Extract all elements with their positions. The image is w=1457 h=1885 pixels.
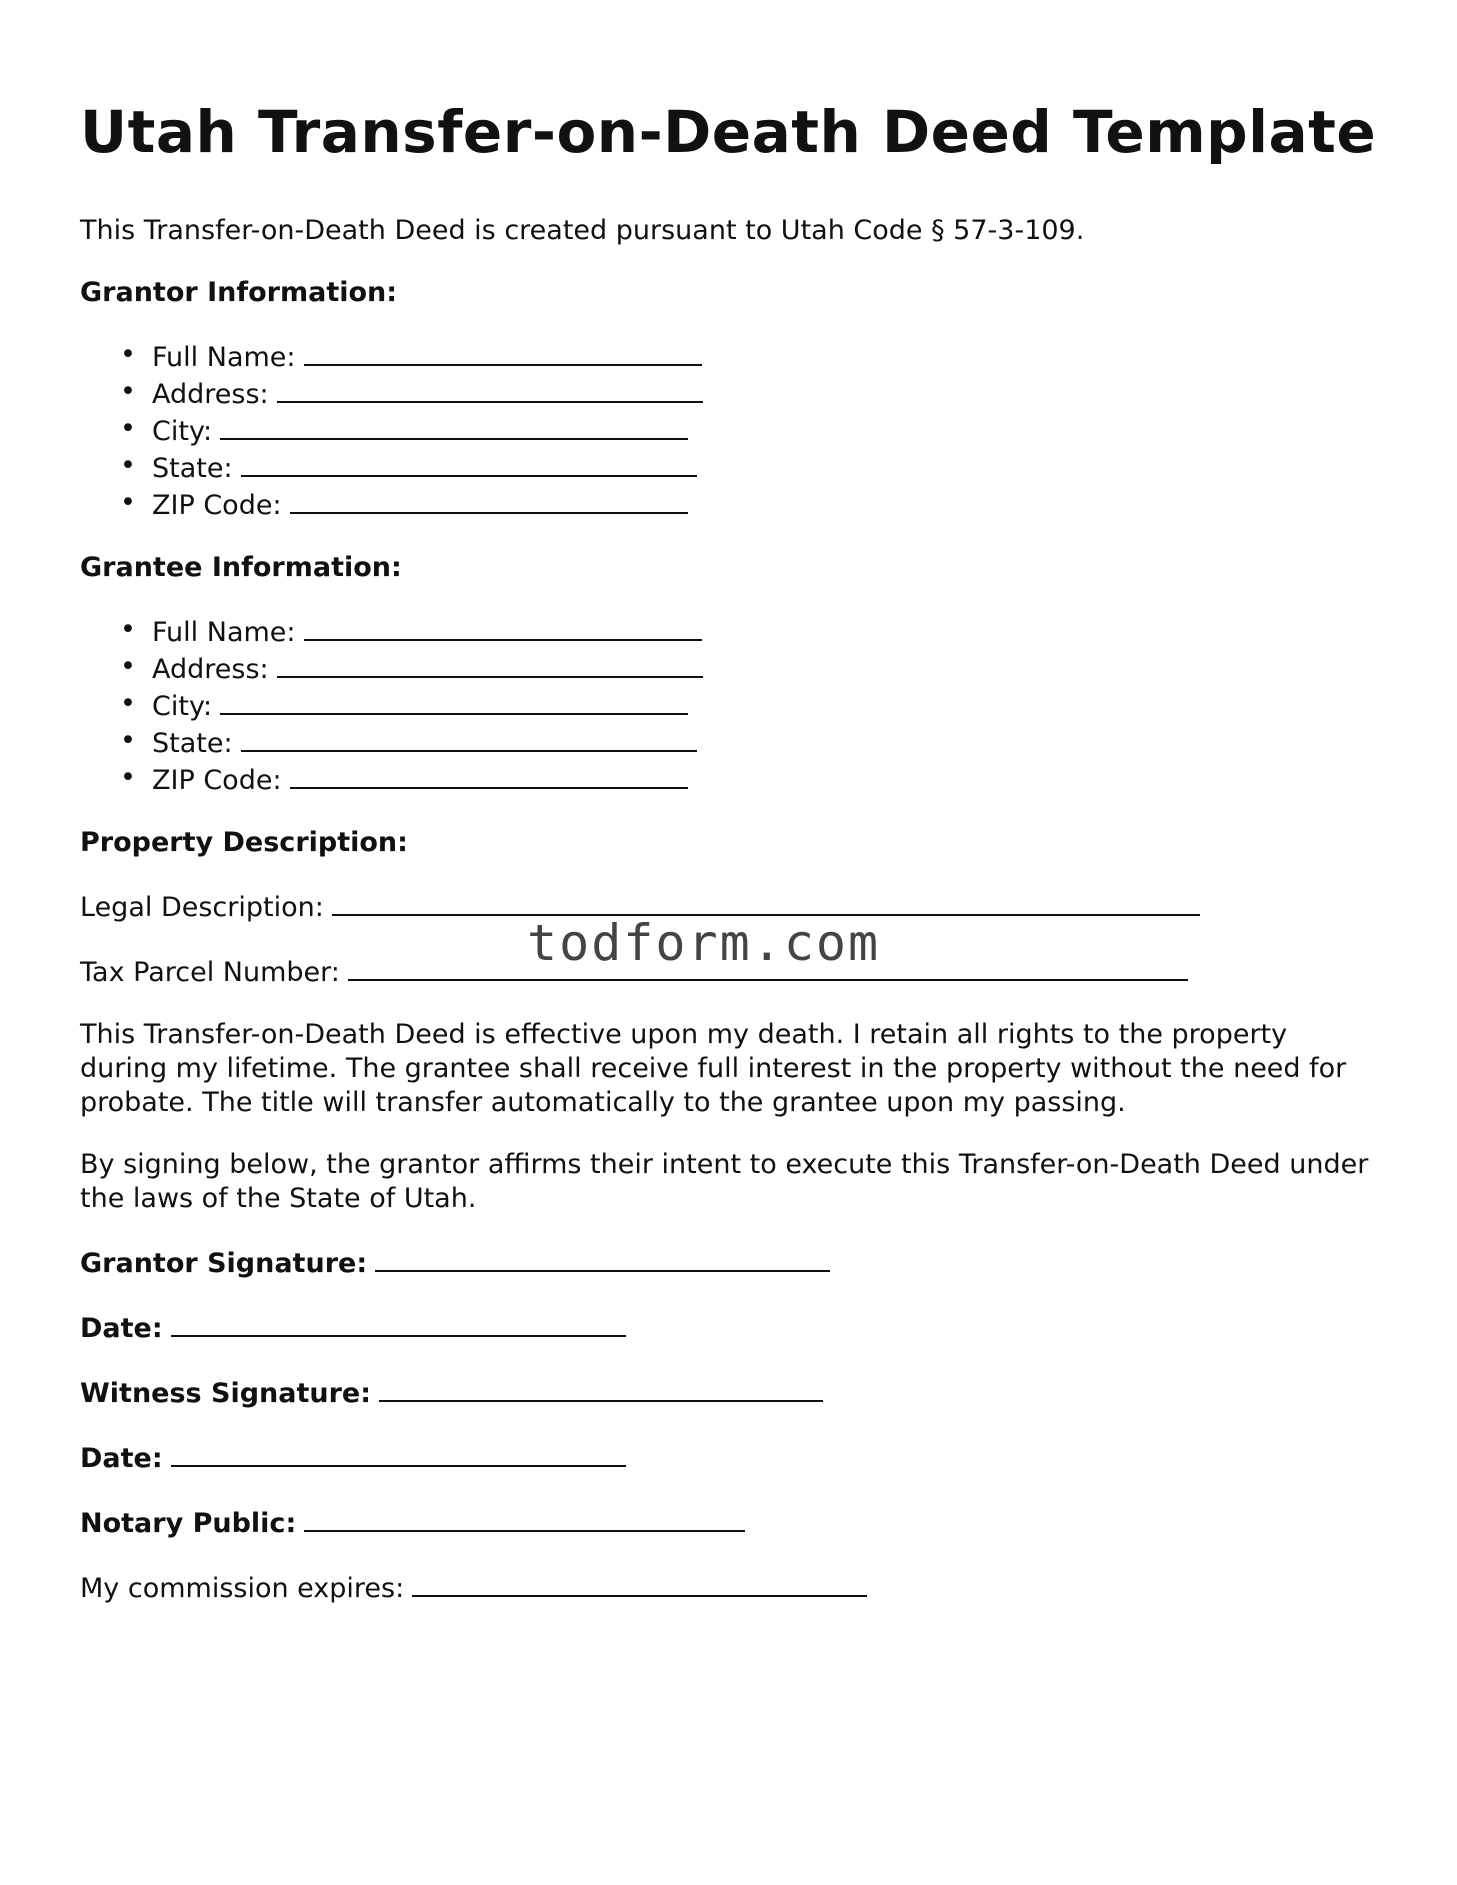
grantee-full-name-row <box>80 613 1380 650</box>
blank-line[interactable] <box>277 375 703 403</box>
witness-date-row <box>80 1439 1380 1476</box>
intro-text: This Transfer-on-Death Deed is created pursuant to Utah Code § 57-3-109. <box>80 214 1085 246</box>
grantee-zip-row <box>80 761 1380 798</box>
grantee-field-list <box>80 613 1380 798</box>
blank-line[interactable] <box>220 412 688 440</box>
field-label: Tax Parcel Number: <box>80 956 340 988</box>
grantor-city-row <box>80 412 1380 449</box>
field-label: Date: <box>80 1312 163 1344</box>
blank-line[interactable] <box>412 1569 867 1597</box>
blank-line[interactable] <box>241 724 697 752</box>
watermark: todform.com <box>527 914 881 972</box>
grantor-signature-row <box>80 1244 1380 1281</box>
field-label: City: <box>152 415 213 447</box>
blank-line[interactable] <box>332 888 1200 916</box>
blank-line[interactable] <box>304 338 702 366</box>
blank-line[interactable] <box>277 650 703 678</box>
document-page <box>80 98 1380 1606</box>
blank-line[interactable] <box>304 613 702 641</box>
blank-line[interactable] <box>171 1309 626 1337</box>
field-label: ZIP Code: <box>152 764 282 796</box>
grantee-state-row <box>80 724 1380 761</box>
field-label: Date: <box>80 1442 163 1474</box>
document-title: Utah Transfer-on-Death Deed Template <box>80 98 1377 166</box>
blank-line[interactable] <box>290 486 688 514</box>
grantee-city-row <box>80 687 1380 724</box>
property-heading: Property Description: <box>80 826 408 858</box>
field-label: State: <box>152 452 233 484</box>
commission-row <box>80 1569 1380 1606</box>
grantor-zip-row <box>80 486 1380 523</box>
field-label: Notary Public: <box>80 1507 297 1539</box>
field-label: My commission expires: <box>80 1572 405 1604</box>
grantor-state-row <box>80 449 1380 486</box>
grantor-heading: Grantor Information: <box>80 276 398 308</box>
grantor-full-name-row <box>80 338 1380 375</box>
effect-paragraph: This Transfer-on-Death Deed is effective upon my death. I retain all rights to the property during my lifetime. The grantee shall receive full interest in the property without the need for probate. The title will transfer automatically to the grantee upon my passing. <box>80 1018 1347 1118</box>
blank-line[interactable] <box>220 687 688 715</box>
field-label: Grantor Signature: <box>80 1247 368 1279</box>
field-label: Full Name: <box>152 616 296 648</box>
field-label: City: <box>152 690 213 722</box>
blank-line[interactable] <box>379 1374 823 1402</box>
field-label: Witness Signature: <box>80 1377 372 1409</box>
field-label: Address: <box>152 378 269 410</box>
affirm-paragraph: By signing below, the grantor affirms their intent to execute this Transfer-on-Death Deed under the laws of the State of Utah. <box>80 1148 1369 1214</box>
blank-line[interactable] <box>290 761 688 789</box>
grantee-address-row <box>80 650 1380 687</box>
grantor-address-row <box>80 375 1380 412</box>
blank-line[interactable] <box>304 1504 745 1532</box>
blank-line[interactable] <box>171 1439 626 1467</box>
notary-row <box>80 1504 1380 1541</box>
field-label: State: <box>152 727 233 759</box>
grantor-field-list <box>80 338 1380 523</box>
date-row <box>80 1309 1380 1346</box>
field-label: Legal Description: <box>80 891 324 923</box>
blank-line[interactable] <box>241 449 697 477</box>
witness-signature-row <box>80 1374 1380 1411</box>
grantee-heading: Grantee Information: <box>80 551 402 583</box>
field-label: Full Name: <box>152 341 296 373</box>
field-label: ZIP Code: <box>152 489 282 521</box>
field-label: Address: <box>152 653 269 685</box>
blank-line[interactable] <box>375 1244 830 1272</box>
